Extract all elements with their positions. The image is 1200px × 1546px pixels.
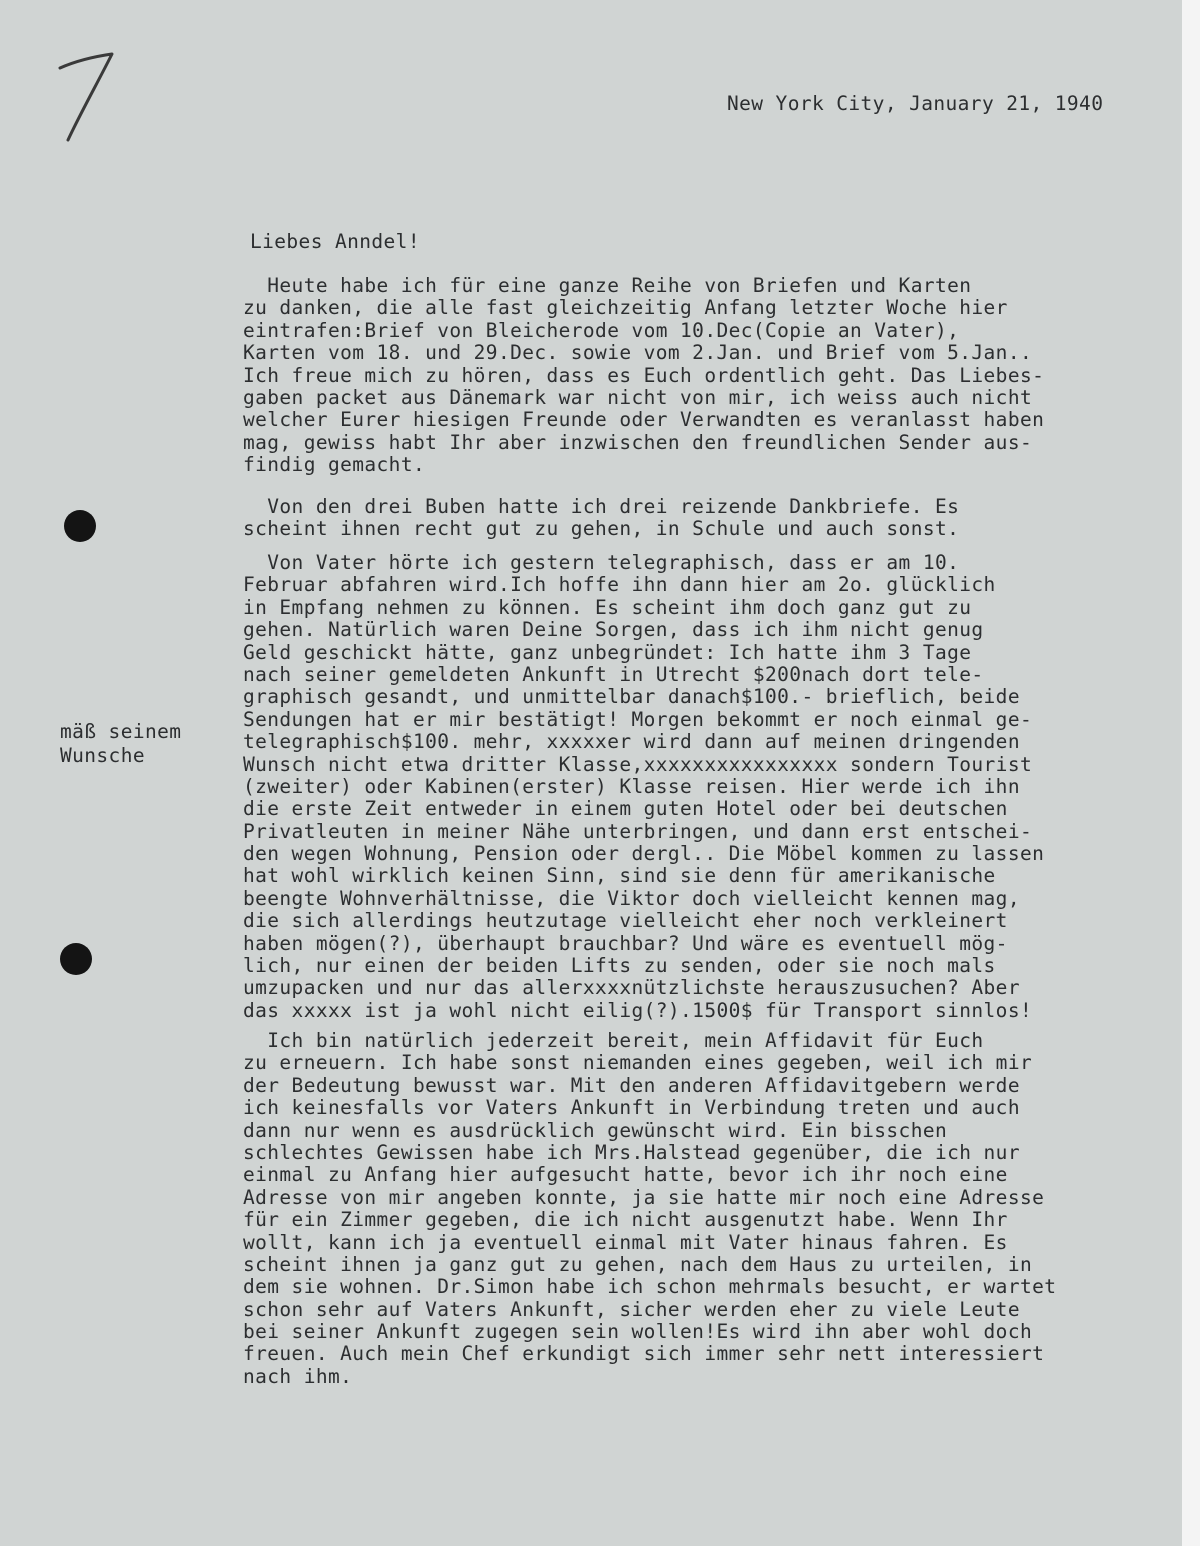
- letter-line: freuen. Auch mein Chef erkundigt sich immer sehr nett interessiert: [243, 1342, 1045, 1366]
- letter-line: dem sie wohnen. Dr.Simon habe ich schon mehrmals besucht, er wartet: [243, 1275, 1057, 1299]
- letter-line: scheint ihnen recht gut zu gehen, in Schule und auch sonst.: [243, 517, 960, 541]
- letter-line: Adresse von mir angeben konnte, ja sie hatte mir noch eine Adresse: [243, 1185, 1045, 1209]
- letter-line: einmal zu Anfang hier aufgesucht hatte, bevor ich ihr noch eine: [243, 1163, 1008, 1187]
- letter-line: welcher Eurer hiesigen Freunde oder Verwandten es veranlasst haben: [243, 408, 1045, 432]
- letter-line: dann nur wenn es ausdrücklich gewünscht wird. Ein bisschen: [243, 1118, 948, 1142]
- letter-line: graphisch gesandt, und unmittelbar danach$100.- brieflich, beide: [243, 685, 1020, 709]
- letter-line: ich keinesfalls vor Vaters Ankunft in Verbindung treten und auch: [243, 1096, 1020, 1120]
- letter-line: das xxxxx ist ja wohl nicht eilig(?).1500$ für Transport sinnlos!: [243, 998, 1033, 1022]
- letter-line: lich, nur einen der beiden Lifts zu senden, oder sie noch mals: [243, 954, 996, 978]
- letter-line: der Bedeutung bewusst war. Mit den anderen Affidavitgebern werde: [243, 1073, 1020, 1097]
- letter-line: bei seiner Ankunft zugegen sein wollen!Es wird ihn aber wohl doch: [243, 1320, 1033, 1344]
- margin-note-line: mäß seinem: [60, 720, 182, 743]
- letter-line: Karten vom 18. und 29.Dec. sowie vom 2.Jan. und Brief vom 5.Jan..: [243, 341, 1033, 365]
- letter-line: Geld geschickt hätte, ganz unbegründet: Ich hatte ihm 3 Tage: [243, 640, 972, 664]
- letter-line: umzupacken und nur das allerxxxxnützlichste herauszusuchen? Aber: [243, 976, 1020, 1000]
- letter-line: zu erneuern. Ich habe sonst niemanden eines gegeben, weil ich mir: [243, 1051, 1033, 1075]
- letter-line: Von Vater hörte ich gestern telegraphisch, dass er am 10.: [243, 551, 960, 574]
- letter-line: Februar abfahren wird.Ich hoffe ihn dann hier am 2o. glücklich: [243, 573, 996, 597]
- paragraph-boys: [243, 496, 1173, 541]
- letter-line: nach ihm.: [243, 1364, 353, 1388]
- letter-line: Privatleuten in meiner Nähe unterbringen, und dann erst entschei-: [243, 819, 1033, 843]
- letter-line: (zweiter) oder Kabinen(erster) Klasse reisen. Hier werde ich ihn: [243, 774, 1020, 798]
- letter-line: Sendungen hat er mir bestätigt! Morgen bekommt er noch einmal ge-: [243, 707, 1033, 731]
- letter-line: scheint ihnen ja ganz gut zu gehen, nach dem Haus zu urteilen, in: [243, 1252, 1033, 1276]
- letter-line: gehen. Natürlich waren Deine Sorgen, dass ich ihm nicht genug: [243, 618, 984, 642]
- margin-note: [60, 720, 181, 768]
- letter-line: Ich bin natürlich jederzeit bereit, mein Affidavit für Euch: [243, 1029, 984, 1052]
- letter-line: beengte Wohnverhältnisse, die Viktor doch vielleicht kennen mag,: [243, 886, 1020, 910]
- letter-line: schlechtes Gewissen habe ich Mrs.Halstead gegenüber, die ich nur: [243, 1140, 1020, 1164]
- date-line: New York City, January 21, 1940: [727, 92, 1104, 115]
- salutation: Liebes Anndel!: [250, 230, 420, 253]
- letter-line: haben mögen(?), überhaupt brauchbar? Und wäre es eventuell mög-: [243, 931, 1008, 955]
- letter-line: schon sehr auf Vaters Ankunft, sicher werden eher zu viele Leute: [243, 1297, 1020, 1321]
- letter-line: eintrafen:Brief von Bleicherode vom 10.Dec(Copie an Vater),: [243, 318, 960, 342]
- letter-line: wollt, kann ich ja eventuell einmal mit Vater hinaus fahren. Es: [243, 1230, 1008, 1254]
- punch-hole-top: [64, 510, 96, 542]
- letter-line: die erste Zeit entweder in einem guten Hotel oder bei deutschen: [243, 797, 1008, 821]
- letter-line: findig gemacht.: [243, 453, 426, 477]
- letter-line: zu danken, die alle fast gleichzeitig Anfang letzter Woche hier: [243, 296, 1008, 320]
- letter-line: die sich allerdings heutzutage vielleicht eher noch verkleinert: [243, 909, 1008, 933]
- letter-line: gaben packet aus Dänemark war nicht von mir, ich weiss auch nicht: [243, 385, 1033, 409]
- margin-note-line: Wunsche: [60, 744, 145, 767]
- letter-line: nach seiner gemeldeten Ankunft in Utrecht $200nach dort tele-: [243, 662, 984, 686]
- letter-line: hat wohl wirklich keinen Sinn, sind sie denn für amerikanische: [243, 864, 996, 888]
- paragraph-father: [243, 552, 1173, 1022]
- page-edge: [1182, 0, 1200, 1546]
- letter-line: Heute habe ich für eine ganze Reihe von Briefen und Karten: [243, 274, 972, 297]
- letter-line: mag, gewiss habt Ihr aber inzwischen den freundlichen Sender aus-: [243, 430, 1033, 454]
- letter-line: in Empfang nehmen zu können. Es scheint ihm doch ganz gut zu: [243, 595, 972, 619]
- letter-line: für ein Zimmer gegeben, die ich nicht ausgenutzt habe. Wenn Ihr: [243, 1208, 1008, 1232]
- paragraph-thanks: [243, 275, 1173, 477]
- page-number-handwritten: [50, 48, 120, 148]
- paragraph-affidavit: [243, 1030, 1173, 1388]
- letter-line: Von den drei Buben hatte ich drei reizende Dankbriefe. Es: [243, 495, 960, 518]
- letter-line: Ich freue mich zu hören, dass es Euch ordentlich geht. Das Liebes-: [243, 363, 1045, 387]
- letter-line: telegraphisch$100. mehr, xxxxxer wird dann auf meinen dringenden: [243, 730, 1020, 754]
- letter-line: den wegen Wohnung, Pension oder dergl.. Die Möbel kommen zu lassen: [243, 842, 1045, 866]
- letter-line: Wunsch nicht etwa dritter Klasse,xxxxxxxxxxxxxxxx sondern Tourist: [243, 752, 1033, 776]
- punch-hole-bottom: [60, 943, 92, 975]
